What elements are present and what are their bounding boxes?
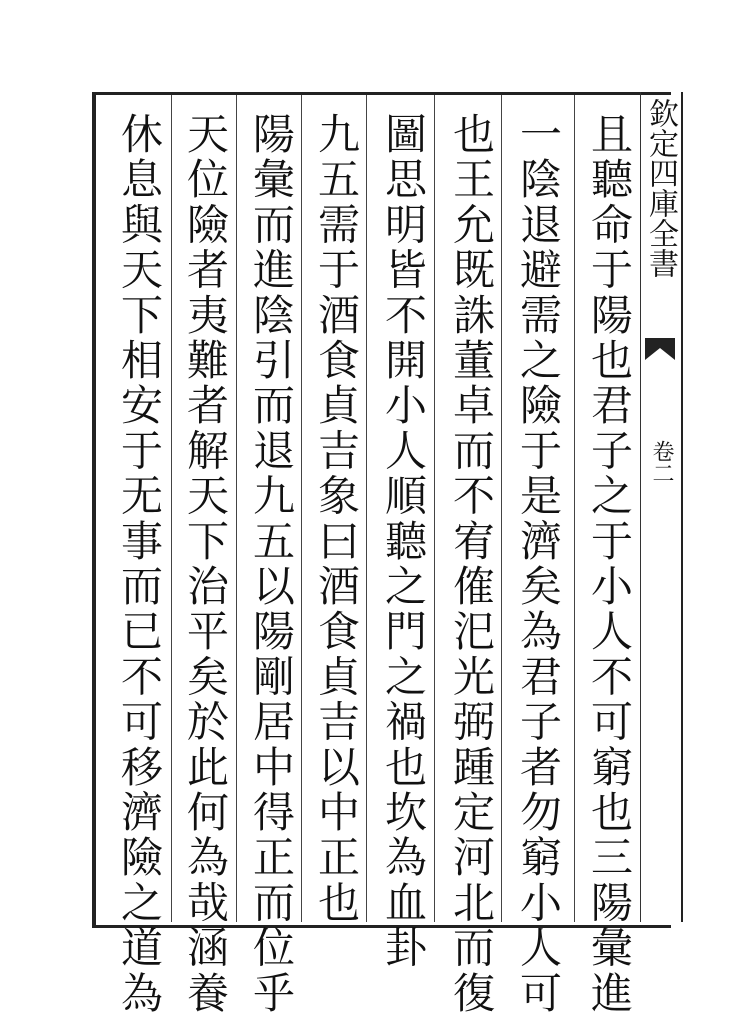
text-column-7: 天位險者夷難者解天下治平矣於此何為哉涵養 (181, 112, 230, 1016)
column-rule (171, 95, 172, 922)
text-column-1: 且聽命于陽也君子之于小人不可窮也三陽彙進 (585, 112, 634, 1016)
text-column-5: 九五需于酒食貞吉象曰酒食貞吉以中正也 (312, 112, 361, 926)
column-rule (236, 95, 237, 922)
column-rule (574, 95, 575, 922)
text-column-6: 陽彙而進陰引而退九五以陽剛居中得正而位乎 (247, 112, 296, 1016)
column-rule (434, 95, 435, 922)
text-column-2: 一陰退避需之險于是濟矣為君子者勿窮小人可 (514, 112, 563, 1016)
column-rule (501, 95, 502, 922)
text-column-4: 圖思明皆不開小人順聽之門之禍也坎為血卦 (379, 112, 428, 971)
column-rule (301, 95, 302, 922)
fishtail-mark-icon (643, 336, 677, 362)
margin-title: 欽定四庫全書 (643, 98, 678, 278)
margin-volume: 卷二 (649, 440, 674, 484)
text-column-3: 也王允既誅董卓而不宥傕汜光弼踵定河北而復 (447, 112, 496, 1016)
text-column-8: 休息與天下相安于无事而已不可移濟險之道為 (115, 112, 164, 1016)
column-rule (366, 95, 367, 922)
